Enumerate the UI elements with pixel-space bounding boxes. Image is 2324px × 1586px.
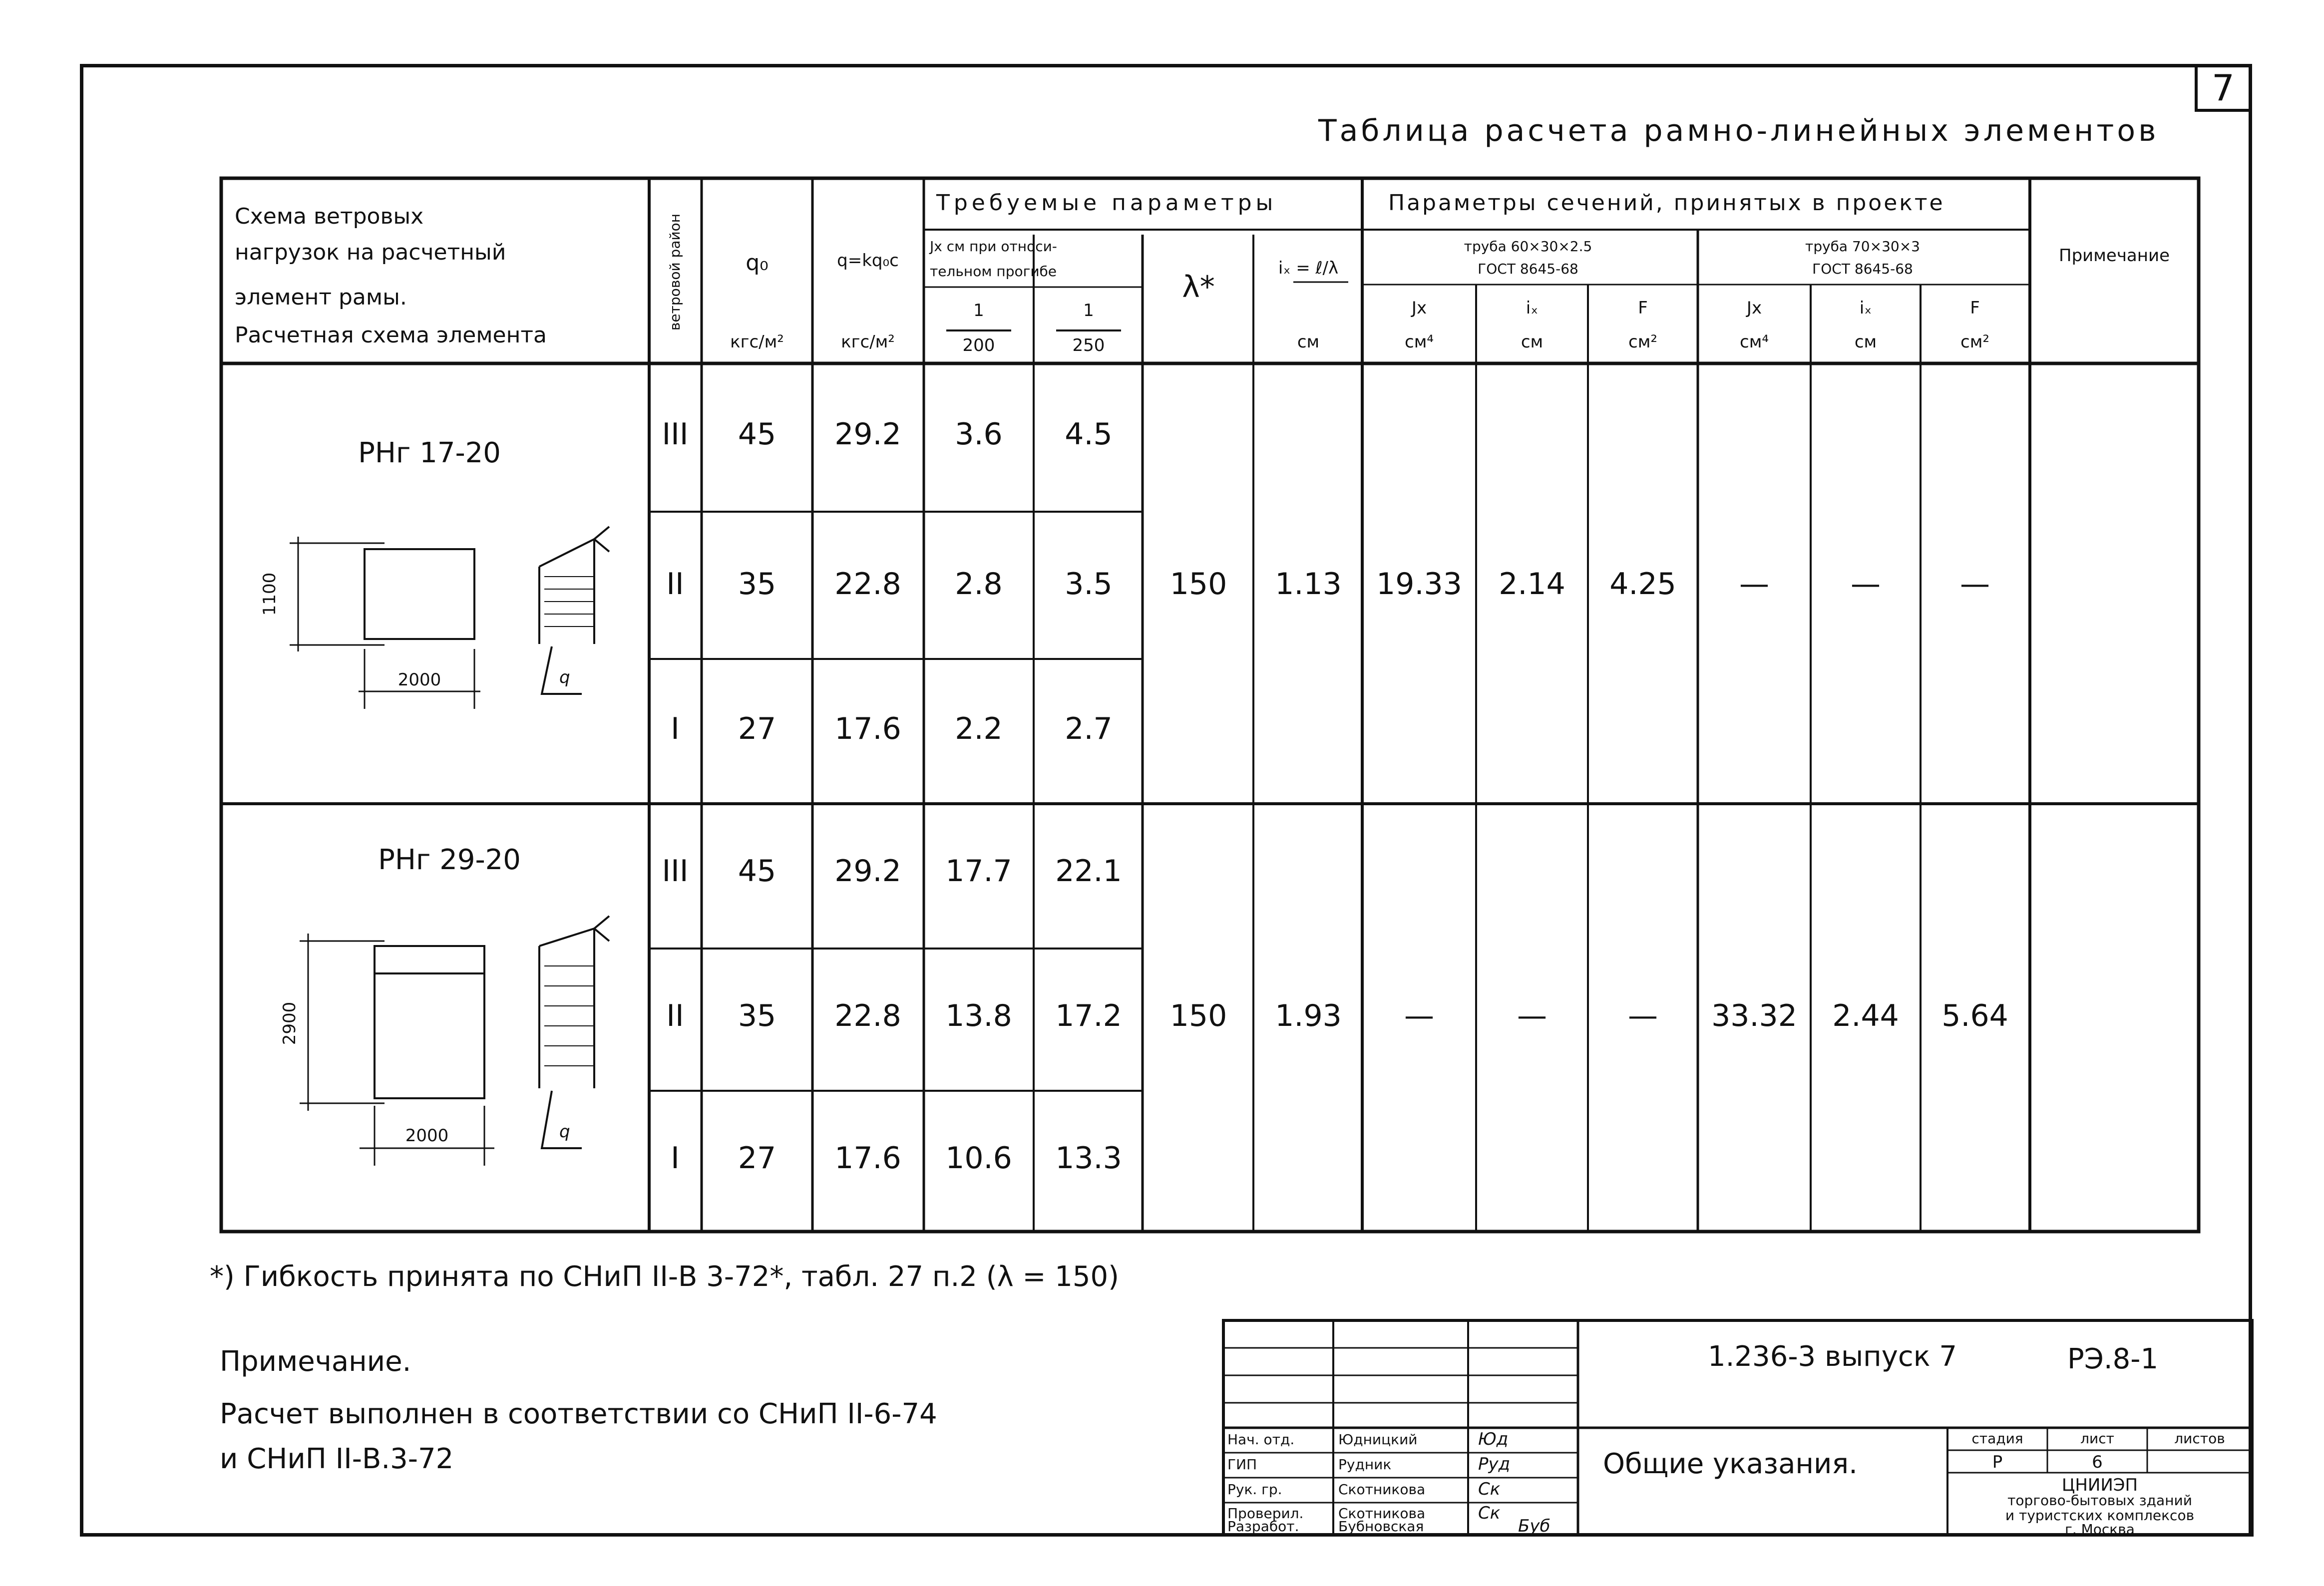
g2-p1-f: — [1628, 998, 1658, 1033]
group2-load: q [559, 1122, 570, 1142]
g1-r1-q: 29.2 [834, 417, 901, 452]
header-q0-unit: кгс/м² [730, 332, 784, 352]
p1-jx-head: Jx [1411, 298, 1427, 318]
pipe2-line1: труба 70×30×3 [1805, 238, 1920, 255]
signer-sig-2: Руд [1478, 1454, 1511, 1474]
pipe1-line1: труба 60×30×2.5 [1464, 238, 1592, 255]
g1-r1-region: III [662, 417, 689, 452]
signer-sig-4: Ск [1478, 1503, 1501, 1523]
signer-name-5: Бубновская [1338, 1518, 1424, 1535]
p1-f-unit: см² [1628, 332, 1657, 352]
g2-r2-j250: 17.2 [1055, 998, 1122, 1033]
header-section-params: Параметры сечений, принятых в проекте [1388, 190, 1945, 216]
g2-ix: 1.93 [1275, 998, 1342, 1033]
org-4: г. Москва [2065, 1521, 2135, 1538]
header-scheme-1: Схема ветровых [235, 204, 424, 229]
g1-lambda: 150 [1169, 567, 1227, 602]
g2-p2-f: 5.64 [1941, 998, 2008, 1033]
frac1-num: 1 [973, 301, 984, 320]
group1-name: РНг 17-20 [358, 437, 501, 469]
org-3: и туристских комплексов [2005, 1507, 2195, 1524]
header-jx-line1: Jx см при относи- [930, 238, 1057, 255]
header-q0: q₀ [746, 250, 769, 276]
p2-f-unit: см² [1960, 332, 1989, 352]
g1-r2-q: 22.8 [834, 567, 901, 602]
g2-r2-q: 22.8 [834, 998, 901, 1033]
header-q: q=kq₀c [837, 251, 899, 271]
sheet-number: 7 [2212, 67, 2235, 109]
header-lambda: λ* [1182, 270, 1215, 305]
g2-r3-region: I [671, 1141, 680, 1176]
g2-r3-j250: 13.3 [1055, 1141, 1122, 1176]
pipe2-line2: ГОСТ 8645-68 [1812, 261, 1913, 277]
g1-r1-j250: 4.5 [1065, 417, 1113, 452]
g2-r1-q0: 45 [738, 854, 776, 889]
stamp-title: Общие указания. [1603, 1448, 1858, 1480]
signer-name-2: Рудник [1338, 1456, 1392, 1473]
g1-r2-j200: 2.8 [955, 567, 1003, 602]
p2-ix-unit: см [1854, 332, 1877, 352]
stage-label: стадия [1971, 1430, 2023, 1447]
g2-p1-jx: — [1404, 998, 1434, 1033]
g2-r2-j200: 13.8 [945, 998, 1012, 1033]
g2-p2-jx: 33.32 [1711, 998, 1797, 1033]
header-jx-line2: тельном прогибе [930, 263, 1057, 280]
group1-dim-w: 2000 [397, 670, 441, 690]
g2-r1-j250: 22.1 [1055, 854, 1122, 889]
sheet-code: РЭ.8-1 [2067, 1343, 2159, 1375]
g1-r1-j200: 3.6 [955, 417, 1003, 452]
note-line1: Расчет выполнен в соответствии со СНиП II-6-74 [220, 1398, 937, 1430]
signer-name-1: Юдницкий [1338, 1431, 1418, 1448]
g2-r2-region: II [666, 998, 684, 1033]
g1-r3-q: 17.6 [834, 711, 901, 746]
sheet-label: лист [2080, 1430, 2114, 1447]
signer-name-4: Скотникова [1338, 1505, 1426, 1522]
g1-p2-jx: — [1739, 567, 1769, 602]
p2-jx-unit: см⁴ [1740, 332, 1769, 352]
g1-ix: 1.13 [1275, 567, 1342, 602]
p2-ix-head: iₓ [1859, 298, 1872, 318]
g1-p1-jx: 19.33 [1376, 567, 1462, 602]
g2-r3-q0: 27 [738, 1141, 776, 1176]
frac1-den: 200 [962, 335, 995, 355]
header-ix: iₓ = ℓ/λ [1278, 258, 1339, 278]
header-scheme-3: элемент рамы. [235, 285, 407, 310]
header-note: Примечание [2059, 246, 2170, 266]
g1-r3-q0: 27 [738, 711, 776, 746]
group2-dim-w: 2000 [405, 1126, 449, 1146]
g1-r2-q0: 35 [738, 567, 776, 602]
g1-r3-j200: 2.2 [955, 711, 1003, 746]
header-scheme-2: нагрузок на расчетный [235, 240, 506, 265]
group1-dim-h: 1100 [260, 572, 280, 616]
g1-p1-f: 4.25 [1609, 567, 1676, 602]
header-ix-unit: см [1297, 332, 1320, 352]
g2-lambda: 150 [1169, 998, 1227, 1033]
g1-p2-f: — [1960, 567, 1990, 602]
p1-jx-unit: см⁴ [1405, 332, 1434, 352]
g2-r1-j200: 17.7 [945, 854, 1012, 889]
header-wind-region: ветровой район [667, 213, 683, 331]
g1-r1-q0: 45 [738, 417, 776, 452]
sheets-label: листов [2174, 1430, 2225, 1447]
note-title: Примечание. [220, 1345, 411, 1378]
signer-sig-3: Ск [1478, 1479, 1501, 1499]
frac2-den: 250 [1072, 335, 1105, 355]
g2-p1-ix: — [1517, 998, 1547, 1033]
g1-r3-region: I [671, 711, 680, 746]
org-1: ЦНИИЭП [2061, 1475, 2138, 1495]
p2-jx-head: Jx [1746, 298, 1762, 318]
frac2-num: 1 [1083, 301, 1094, 320]
group2-dim-h: 2900 [280, 1001, 300, 1045]
g2-r3-j200: 10.6 [945, 1141, 1012, 1176]
header-q-unit: кгс/м² [841, 332, 895, 352]
g2-r1-region: III [662, 854, 689, 889]
p1-f-head: F [1638, 298, 1648, 318]
sheet-value: 6 [2092, 1452, 2103, 1472]
p1-ix-unit: см [1521, 332, 1544, 352]
p2-f-head: F [1970, 298, 1980, 318]
note-line2: и СНиП II-В.3-72 [220, 1443, 454, 1475]
org-2: торгово-бытовых зданий [2007, 1492, 2192, 1509]
doc-code: 1.236-3 выпуск 7 [1708, 1340, 1957, 1373]
group2-name: РНг 29-20 [378, 844, 521, 876]
g1-r2-region: II [666, 567, 684, 602]
signer-role-3: Рук. гр. [1227, 1481, 1282, 1498]
signer-sig-1: Юд [1478, 1429, 1509, 1449]
g2-r1-q: 29.2 [834, 854, 901, 889]
g2-p2-ix: 2.44 [1832, 998, 1899, 1033]
g1-p2-ix: — [1851, 567, 1881, 602]
signer-role-2: ГИП [1227, 1456, 1257, 1473]
header-required: Требуемые параметры [936, 190, 1277, 216]
footnote: *) Гибкость принята по СНиП II-В 3-72*, табл. 27 п.2 (λ = 150) [210, 1261, 1119, 1293]
group1-load: q [559, 667, 570, 687]
p1-ix-head: iₓ [1526, 298, 1539, 318]
g1-r2-j250: 3.5 [1065, 567, 1113, 602]
pipe1-line2: ГОСТ 8645-68 [1478, 261, 1578, 277]
signer-name-3: Скотникова [1338, 1481, 1426, 1498]
g1-p1-ix: 2.14 [1499, 567, 1565, 602]
signer-role-1: Нач. отд. [1227, 1431, 1295, 1448]
g2-r2-q0: 35 [738, 998, 776, 1033]
page-title: Таблица расчета рамно-линейных элементов [1318, 113, 2159, 148]
signer-role-5: Разработ. [1227, 1518, 1299, 1535]
stage-value: Р [1992, 1452, 2003, 1472]
signer-role-4: Проверил. [1227, 1505, 1304, 1522]
g2-r3-q: 17.6 [834, 1141, 901, 1176]
signer-sig-5: Буб [1518, 1516, 1550, 1536]
g1-r3-j250: 2.7 [1065, 711, 1113, 746]
header-scheme-4: Расчетная схема элемента [235, 322, 547, 348]
